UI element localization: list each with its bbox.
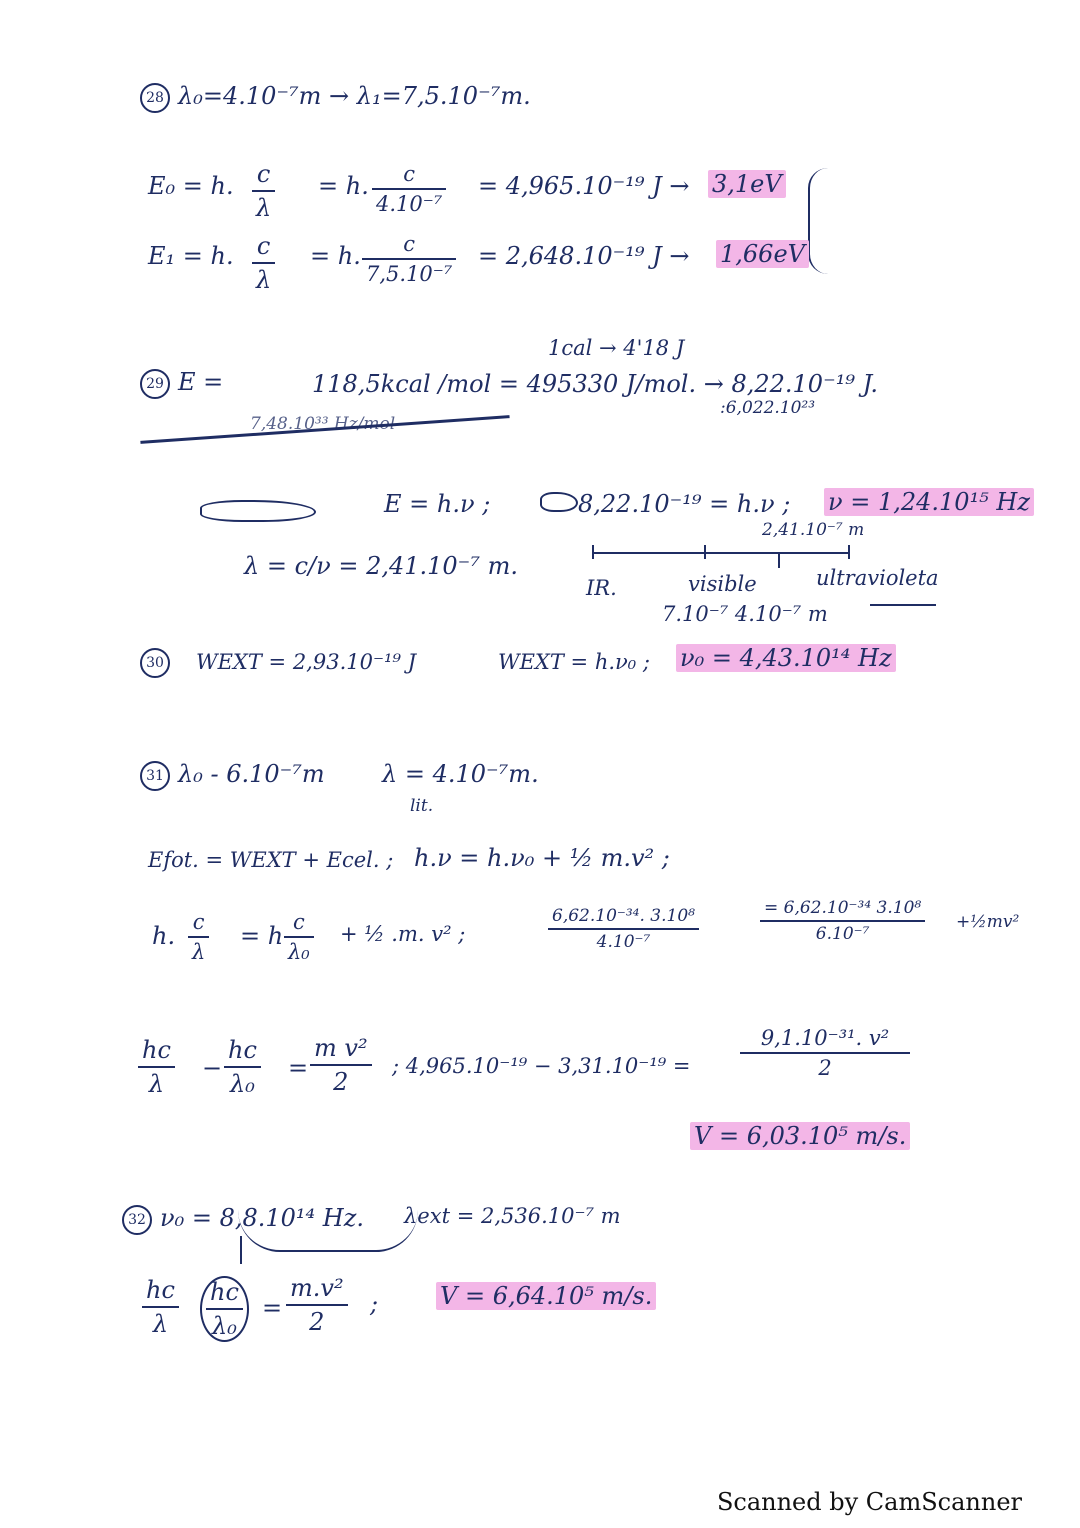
e0-result: = 4,965.10⁻¹⁹ J → bbox=[478, 172, 690, 200]
axis-tick bbox=[704, 545, 706, 559]
e0-mid: = h. bbox=[318, 172, 369, 200]
scanner-watermark: Scanned by CamScanner bbox=[716, 1488, 1022, 1516]
problem-number: 28 bbox=[140, 83, 170, 113]
e1-mid: = h. bbox=[310, 242, 361, 270]
problem-30-header: 30 WEXT = 2,93.10⁻¹⁹ J bbox=[140, 648, 416, 678]
axis-tick bbox=[592, 545, 594, 559]
e0-mid-fraction: c 4.10⁻⁷ bbox=[372, 162, 446, 216]
frequency-highlight: ν = 1,24.10¹⁵ Hz bbox=[824, 488, 1034, 516]
step3-mid: = h bbox=[240, 922, 284, 950]
uv-underline bbox=[870, 604, 936, 606]
step3-fraction-c-lambda0: c λ₀ bbox=[284, 910, 314, 964]
minus-sign: − bbox=[202, 1054, 223, 1082]
step3-h: h. bbox=[152, 922, 176, 950]
step3-numeric-fraction: 6,62.10⁻³⁴. 3.10⁸ 4.10⁻⁷ bbox=[548, 906, 699, 952]
step3-plus: + ½ .m. v² ; bbox=[340, 922, 466, 946]
connector-curve bbox=[238, 1210, 418, 1252]
brace-line bbox=[808, 168, 828, 274]
visible-label: visible bbox=[688, 572, 757, 596]
wavelength-small-note: 2,41.10⁻⁷ m bbox=[762, 520, 865, 540]
uv-label: ultravioleta bbox=[816, 566, 939, 590]
e1-result: = 2,648.10⁻¹⁹ J → bbox=[478, 242, 690, 270]
problem-number: 30 bbox=[140, 648, 170, 678]
threshold-frequency-highlight: ν₀ = 4,43.10¹⁴ Hz bbox=[676, 644, 896, 672]
p32-hc-lambda: hc λ bbox=[142, 1276, 179, 1338]
problem-28-header: 28 λ₀=4.10⁻⁷m → λ₁=7,5.10⁻⁷m. bbox=[140, 82, 531, 113]
axis-tick bbox=[848, 545, 850, 559]
problem-number: 32 bbox=[122, 1205, 152, 1235]
equals-sign: = bbox=[288, 1054, 309, 1082]
lit-note: lit. bbox=[410, 796, 434, 816]
step4-mv2: m v² 2 bbox=[310, 1034, 372, 1096]
e0-fraction: c λ bbox=[252, 160, 275, 222]
visible-range: 7.10⁻⁷ 4.10⁻⁷ m bbox=[662, 602, 828, 626]
lambda-light: λ = 4.10⁻⁷m. bbox=[382, 760, 539, 788]
e1-lhs: E₁ = h. bbox=[148, 242, 234, 270]
p32-hc-lambda0-circled: hc λ₀ bbox=[200, 1276, 249, 1342]
e-hv-eq: E = h.ν ; bbox=[384, 490, 491, 518]
step4-calculation: ; 4,965.10⁻¹⁹ − 3,31.10⁻¹⁹ = bbox=[392, 1054, 691, 1078]
problem-32-header: 32 ν₀ = 8,8.10¹⁴ Hz. bbox=[122, 1204, 364, 1235]
energy-balance: Efot. = WEXT + Ecel. ; bbox=[148, 848, 394, 872]
wext-equation: WEXT = h.ν₀ ; bbox=[498, 650, 650, 674]
avogadro-number: :6,022.10²³ bbox=[720, 398, 816, 418]
lambda-equation: λ = c/ν = 2,41.10⁻⁷ m. bbox=[244, 552, 518, 580]
scribble-mark bbox=[540, 492, 578, 512]
e0-lhs: E₀ = h. bbox=[148, 172, 234, 200]
semicolon: ; bbox=[370, 1290, 379, 1318]
problem-number: 31 bbox=[140, 761, 170, 791]
down-arrow bbox=[240, 1236, 242, 1264]
e-hv-value: 8,22.10⁻¹⁹ = h.ν ; bbox=[578, 490, 791, 518]
step4-hc-lambda: hc λ bbox=[138, 1036, 175, 1098]
e1-mid-fraction: c 7,5.10⁻⁷ bbox=[362, 232, 456, 286]
step3-right-fraction: = 6,62.10⁻³⁴ 3.10⁸ 6.10⁻⁷ bbox=[760, 898, 925, 944]
e1-ev-highlight: 1,66eV bbox=[716, 240, 809, 268]
scribble-mark bbox=[200, 500, 316, 522]
problem-number: 29 bbox=[140, 369, 170, 399]
p32-mv2: m.v² 2 bbox=[286, 1274, 348, 1336]
energy-balance-expanded: h.ν = h.ν₀ + ½ m.v² ; bbox=[414, 844, 670, 872]
step3-fraction-c-lambda: c λ bbox=[188, 910, 209, 964]
axis-arrow bbox=[778, 554, 780, 568]
step4-mass-fraction: 9,1.10⁻³¹. v² 2 bbox=[740, 1026, 910, 1080]
step4-hc-lambda0: hc λ₀ bbox=[224, 1036, 261, 1098]
velocity-result-highlight: V = 6,03.10⁵ m/s. bbox=[690, 1122, 910, 1150]
e1-fraction: c λ bbox=[252, 232, 275, 294]
p32-velocity-highlight: V = 6,64.10⁵ m/s. bbox=[436, 1282, 656, 1310]
problem-31-header: 31 λ₀ - 6.10⁻⁷m bbox=[140, 760, 325, 791]
e0-ev-highlight: 3,1eV bbox=[708, 170, 786, 198]
equals-sign: = bbox=[262, 1294, 283, 1322]
step3-tail: +½mv² bbox=[956, 912, 1020, 932]
spectrum-axis bbox=[592, 552, 850, 554]
crossed-out-text: 7,48.10³³ Hz/mol bbox=[250, 414, 396, 434]
kcal-note: 1cal → 4'18 J bbox=[548, 336, 685, 360]
ir-label: IR. bbox=[586, 576, 617, 600]
lambda-ext: λext = 2,536.10⁻⁷ m bbox=[404, 1204, 621, 1228]
problem-29-header: 29 E = bbox=[140, 368, 223, 399]
energy-conversion: 118,5kcal /mol = 495330 J/mol. → 8,22.10⁻¹⁹ J. bbox=[312, 370, 879, 398]
